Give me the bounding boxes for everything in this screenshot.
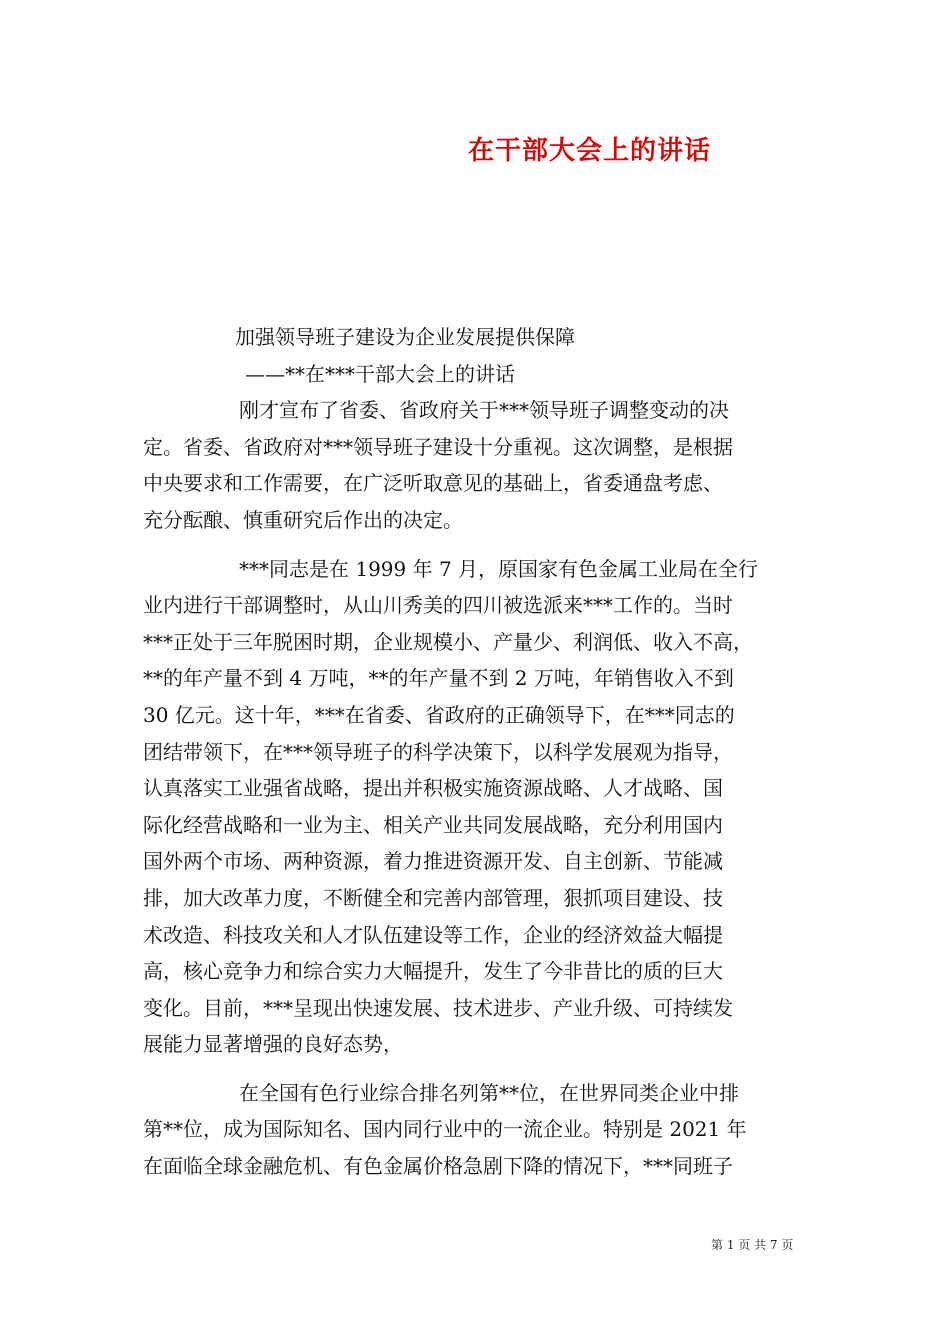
paragraph-line: ***同志是在 1999 年 7 月，原国家有色金属工业局在全行	[239, 556, 759, 581]
paragraph-line: 中央要求和工作需要，在广泛听取意见的基础上，省委通盘考虑、	[143, 471, 723, 496]
document-byline: ——**在***干部大会上的讲话	[245, 361, 515, 386]
paragraph-line: 业内进行干部调整时，从山川秀美的四川被选派来***工作的。当时	[143, 593, 733, 618]
paragraph-line: 高，核心竞争力和综合实力大幅提升，发生了今非昔比的质的巨大	[143, 959, 723, 984]
paragraph-line: 排，加大改革力度，不断健全和完善内部管理，狠抓项目建设、技	[143, 885, 723, 910]
paragraph-1	[143, 392, 815, 538]
paragraph-line: 刚才宣布了省委、省政府关于***领导班子调整变动的决	[239, 398, 729, 423]
paragraph-line: 认真落实工业强省战略，提出并积极实施资源战略、人才战略、国	[143, 776, 723, 801]
paragraph-line: 在面临全球金融危机、有色金属价格急剧下降的情况下，***同班子	[143, 1154, 733, 1179]
paragraph-2	[143, 551, 815, 1063]
paragraph-line: 定。省委、省政府对***领导班子建设十分重视。这次调整，是根据	[143, 434, 733, 459]
paragraph-line: 第**位，成为国际知名、国内同行业中的一流企业。特别是 2021 年	[143, 1117, 747, 1142]
paragraph-line: 在全国有色行业综合排名列第**位，在世界同类企业中排	[239, 1080, 739, 1105]
paragraph-gap	[143, 1063, 815, 1075]
paragraph-3	[143, 1075, 815, 1185]
document-title: 在干部大会上的讲话	[468, 136, 712, 166]
page-number-footer: 第 1 页 共 7 页	[711, 1238, 794, 1252]
paragraph-line: **的年产量不到 4 万吨，**的年产量不到 2 万吨，年销售收入不到	[143, 666, 734, 691]
paragraph-line: ***正处于三年脱困时期，企业规模小、产量少、利润低、收入不高，	[143, 629, 753, 654]
document-body	[143, 319, 815, 1185]
paragraph-gap	[143, 539, 815, 551]
paragraph-line: 际化经营战略和一业为主、相关产业共同发展战略，充分利用国内	[143, 812, 723, 837]
paragraph-line: 变化。目前，***呈现出快速发展、技术进步、产业升级、可持续发	[143, 995, 733, 1020]
paragraph-line: 团结带领下，在***领导班子的科学决策下，以科学发展观为指导，	[143, 739, 733, 764]
paragraph-line: 展能力显著增强的良好态势，	[143, 1032, 403, 1057]
paragraph-line: 国外两个市场、两种资源，着力推进资源开发、自主创新、节能减	[143, 849, 723, 874]
paragraph-line: 术改造、科技攻关和人才队伍建设等工作，企业的经济效益大幅提	[143, 922, 723, 947]
paragraph-line: 充分酝酿、慎重研究后作出的决定。	[143, 507, 463, 532]
document-subtitle: 加强领导班子建设为企业发展提供保障	[235, 325, 575, 349]
paragraph-line: 30 亿元。这十年，***在省委、省政府的正确领导下，在***同志的	[143, 702, 735, 727]
